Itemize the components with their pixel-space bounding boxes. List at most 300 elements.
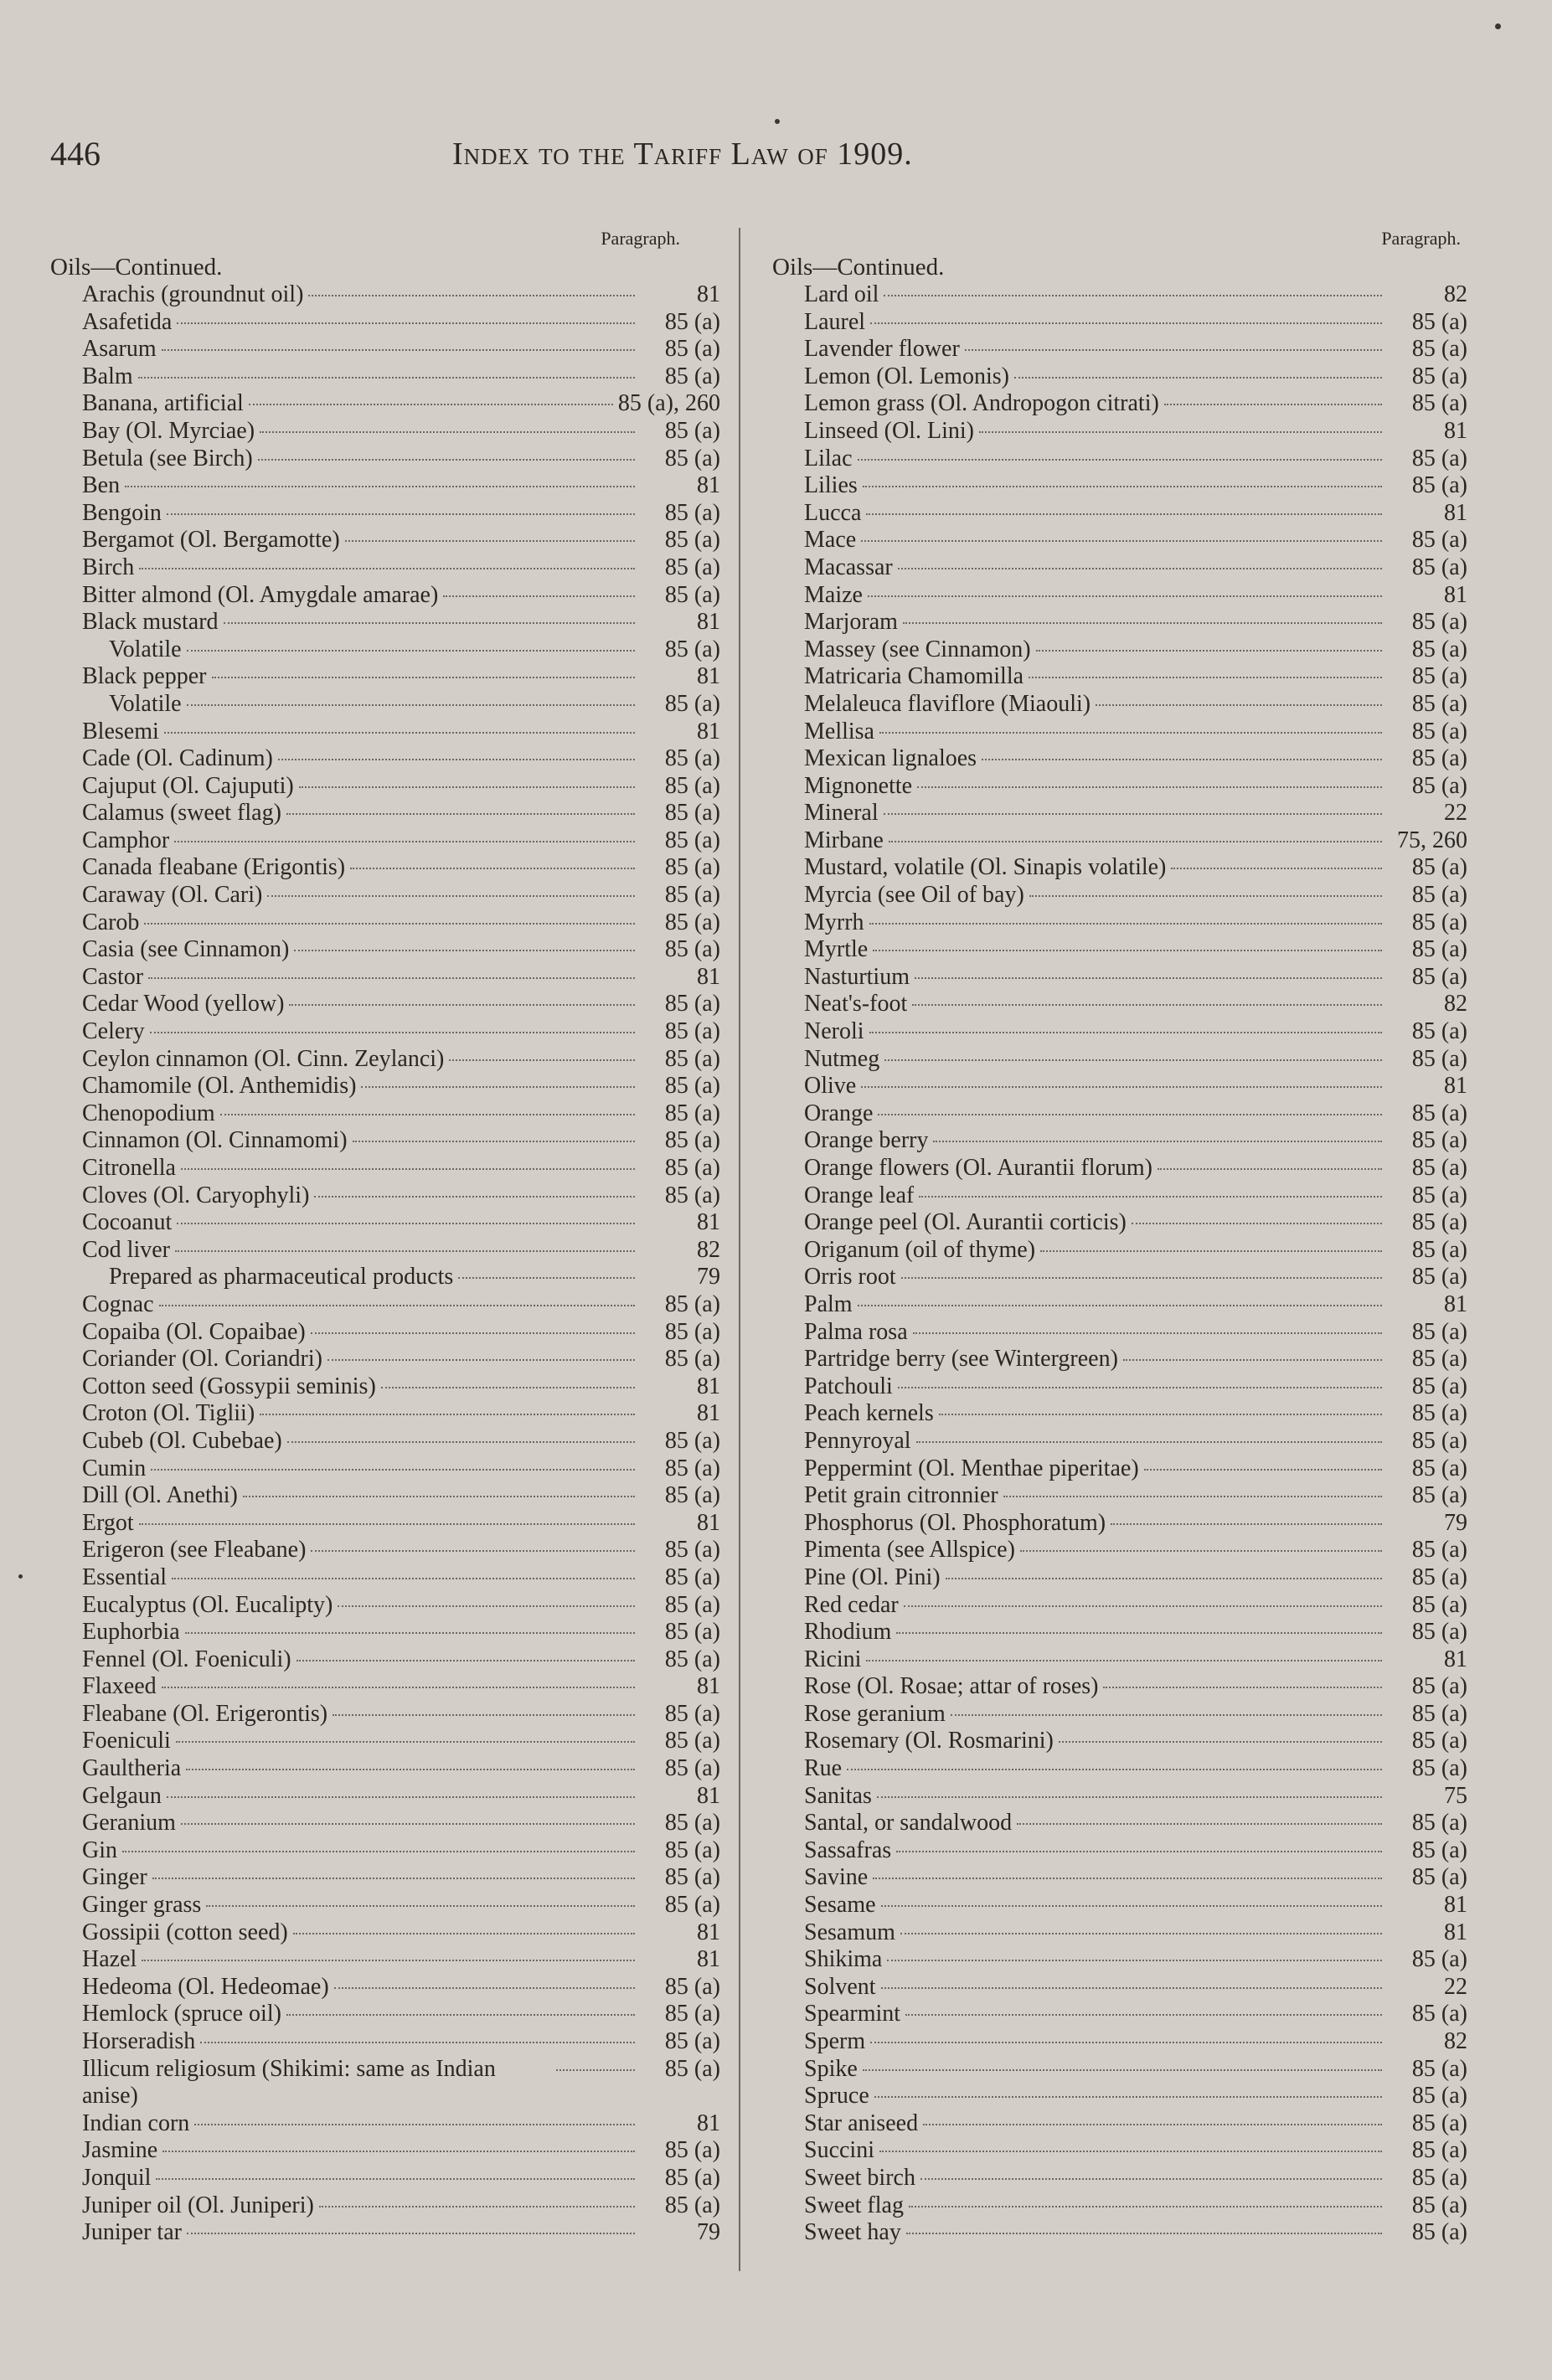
paragraph-reference: 85 (a) [664, 1537, 720, 1563]
dot-leader [1164, 404, 1382, 405]
paragraph-reference: 85 (a) [664, 690, 720, 717]
dot-leader [874, 2096, 1382, 2098]
index-entry [772, 691, 1467, 719]
dot-leader [556, 2069, 635, 2071]
paragraph-reference: 79 [697, 2219, 720, 2246]
dot-leader [350, 868, 635, 869]
paragraph-reference: 85 (a) [664, 1837, 720, 1863]
dot-leader [194, 2124, 635, 2125]
paragraph-reference: 85 (a) [664, 1290, 720, 1317]
dot-leader [162, 1687, 635, 1688]
paragraph-reference: 81 [697, 1673, 720, 1700]
entry-name: Orange peel (Ol. Aurantii corticis) [804, 1209, 1127, 1236]
paragraph-reference: 85 (a) [664, 636, 720, 662]
paragraph-reference: 81 [1444, 1073, 1467, 1100]
paragraph-reference: 85 (a) [1411, 963, 1467, 990]
dot-leader [308, 295, 635, 296]
dot-leader [345, 540, 635, 542]
entry-name: Myrcia (see Oil of bay) [804, 882, 1024, 909]
index-entry [772, 1291, 1467, 1319]
paragraph-reference: 85 (a) [1411, 1346, 1467, 1373]
entry-name: Croton (Ol. Tiglii) [82, 1400, 255, 1427]
dot-leader [156, 2178, 635, 2180]
entry-name: Lemon grass (Ol. Andropogon citrati) [804, 390, 1159, 417]
paragraph-reference: 85 (a) [1411, 2137, 1467, 2164]
entry-name: Rue [804, 1755, 843, 1782]
entry-name: Blesemi [82, 718, 159, 744]
index-entry [772, 1182, 1467, 1210]
paragraph-reference: 81 [697, 472, 720, 499]
dot-leader [172, 1578, 635, 1579]
entry-name: Mirbane [804, 827, 884, 853]
paragraph-reference: 85 (a) [664, 2028, 720, 2054]
dot-leader [249, 404, 613, 405]
dot-leader [176, 1741, 635, 1743]
entry-name: Spike [804, 2055, 858, 2082]
index-entry [50, 2192, 720, 2220]
dot-leader [877, 1796, 1382, 1798]
dot-leader [167, 1796, 635, 1798]
index-entry [50, 1755, 720, 1783]
entry-name: Asafetida [82, 308, 173, 335]
entry-name: Carob [82, 909, 140, 935]
paragraph-reference: 85 (a) [1411, 363, 1467, 389]
dot-leader [311, 1332, 635, 1334]
dot-leader [1029, 895, 1382, 897]
entry-name: Pimenta (see Allspice) [804, 1537, 1015, 1563]
index-entry [50, 1346, 720, 1373]
index-entry [772, 1701, 1467, 1728]
paragraph-reference: 81 [697, 1782, 720, 1809]
index-entry-list [50, 281, 720, 2247]
paragraph-reference: 85 (a) [1411, 936, 1467, 963]
index-entry [50, 582, 720, 610]
index-entry [772, 2137, 1467, 2165]
paragraph-reference: 85 (a) [664, 1018, 720, 1045]
dot-leader [915, 977, 1382, 979]
index-entry [772, 636, 1467, 664]
paragraph-reference: 85 (a) [664, 2137, 720, 2164]
paragraph-reference: 85 (a) [664, 1127, 720, 1154]
dot-leader [889, 841, 1382, 842]
running-title: Index to the Tariff Law of 1909. [452, 137, 913, 172]
paragraph-reference: 81 [697, 1919, 720, 1945]
dot-leader [923, 2124, 1382, 2125]
index-entry [772, 1564, 1467, 1592]
paragraph-reference: 85 (a) [1411, 554, 1467, 580]
dot-leader [138, 377, 635, 379]
dot-leader [175, 1250, 635, 1252]
paragraph-reference: 81 [697, 2110, 720, 2136]
dot-leader [866, 1660, 1382, 1661]
paragraph-reference: 85 (a) [664, 417, 720, 444]
entry-name: Bay (Ol. Myrciae) [82, 417, 255, 444]
index-entry [50, 1810, 720, 1837]
entry-name: Mellisa [804, 718, 874, 744]
dot-leader [1059, 1741, 1382, 1743]
index-entry [772, 1428, 1467, 1455]
entry-name: Star aniseed [804, 2110, 919, 2136]
paragraph-reference: 85 (a) [1411, 609, 1467, 636]
index-entry [772, 1619, 1467, 1646]
entry-name: Mineral [804, 800, 879, 827]
dot-leader [951, 1714, 1382, 1716]
paragraph-reference: 81 [697, 718, 720, 744]
entry-name: Myrtle [804, 936, 869, 963]
paragraph-reference: 85 (a) [1411, 854, 1467, 881]
index-entry [772, 500, 1467, 528]
entry-name: Santal, or sandalwood [804, 1810, 1013, 1837]
index-entry [772, 1974, 1467, 2001]
dot-leader [144, 923, 635, 925]
paragraph-reference: 85 (a) [664, 1346, 720, 1373]
entry-name: Sweet birch [804, 2164, 915, 2191]
entry-name: Spearmint [804, 2001, 901, 2027]
entry-name: Orange flowers (Ol. Aurantii florum) [804, 1155, 1152, 1181]
entry-name: Patchouli [804, 1373, 893, 1399]
left-index-column [50, 228, 720, 2247]
paragraph-reference: 85 (a) [1411, 1591, 1467, 1618]
ink-speck [775, 119, 780, 124]
dot-leader [1036, 650, 1382, 652]
paragraph-reference: 85 (a) [664, 772, 720, 799]
dot-leader [1144, 1469, 1382, 1471]
paragraph-reference: 85 (a) [1411, 2083, 1467, 2110]
dot-leader [151, 1469, 635, 1471]
entry-name: Lilies [804, 472, 858, 499]
index-entry [50, 1919, 720, 1947]
paragraph-reference: 81 [1444, 417, 1467, 444]
dot-leader [847, 1769, 1382, 1770]
index-entry [50, 1564, 720, 1592]
index-entry [50, 1592, 720, 1620]
paragraph-reference: 85 (a) [1411, 882, 1467, 909]
index-entry [50, 446, 720, 473]
paragraph-reference: 22 [1444, 800, 1467, 827]
index-entry [772, 1373, 1467, 1401]
entry-name: Essential [82, 1563, 168, 1590]
dot-leader [916, 1441, 1382, 1443]
entry-name: Hemlock (spruce oil) [82, 2001, 281, 2027]
entry-name: Euphorbia [82, 1619, 180, 1646]
entry-name: Prepared as pharmaceutical products [109, 1264, 454, 1290]
dot-leader [443, 595, 635, 597]
entry-name: Lemon (Ol. Lemonis) [804, 363, 1009, 389]
entry-name: Melaleuca flaviflore (Miaouli) [804, 690, 1091, 717]
entry-name: Palm [804, 1290, 853, 1317]
index-entry [50, 1291, 720, 1319]
index-entry [50, 1537, 720, 1564]
paragraph-reference: 81 [697, 1509, 720, 1536]
entry-name: Mustard, volatile (Ol. Sinapis volatile) [804, 854, 1167, 881]
paragraph-reference: 85 (a) [664, 1563, 720, 1590]
entry-name: Cotton seed (Gossypii seminis) [82, 1373, 376, 1399]
paragraph-reference: 81 [1444, 1919, 1467, 1945]
paragraph-reference: 85 (a) [664, 1100, 720, 1126]
entry-name: Copaiba (Ol. Copaibae) [82, 1318, 306, 1345]
index-entry [772, 1237, 1467, 1265]
paragraph-reference: 85 (a) [1411, 390, 1467, 417]
paragraph-reference: 85 (a) [1411, 1728, 1467, 1754]
index-entry [50, 1619, 720, 1646]
entry-name: Juniper oil (Ol. Juniperi) [82, 2192, 314, 2218]
paragraph-reference: 81 [1444, 1892, 1467, 1919]
dot-leader [148, 977, 635, 979]
entry-name: Ergot [82, 1509, 134, 1536]
dot-leader [861, 540, 1382, 542]
index-entry [50, 554, 720, 582]
dot-leader [1003, 1496, 1382, 1497]
dot-leader [319, 2206, 635, 2207]
dot-leader [873, 1878, 1382, 1879]
dot-leader [1171, 868, 1382, 869]
paragraph-reference: 85 (a) [1411, 1264, 1467, 1290]
entry-name: Orange [804, 1100, 874, 1126]
dot-leader [933, 1141, 1382, 1142]
index-entry [50, 1946, 720, 1974]
dot-leader [181, 1823, 635, 1825]
index-entry [772, 554, 1467, 582]
paragraph-reference: 85 (a) [664, 308, 720, 335]
entry-name: Partridge berry (see Wintergreen) [804, 1346, 1118, 1373]
index-entry [772, 663, 1467, 691]
dot-leader [150, 1032, 635, 1033]
index-entry [50, 1482, 720, 1510]
dot-leader [333, 1714, 635, 1716]
index-entry [50, 2056, 720, 2110]
paragraph-reference: 85 (a) [1411, 745, 1467, 772]
dot-leader [1096, 704, 1382, 706]
paragraph-reference: 85 (a) [1411, 1209, 1467, 1236]
paragraph-reference: 85 (a) [1411, 909, 1467, 935]
index-entry [50, 800, 720, 827]
index-entry [50, 390, 720, 418]
dot-leader [1014, 377, 1382, 379]
paragraph-reference: 85 (a) [664, 1864, 720, 1891]
entry-name: Petit grain citronnier [804, 1482, 998, 1509]
paragraph-reference: 85 (a) [1411, 1400, 1467, 1427]
dot-leader [206, 1905, 635, 1907]
index-entry [50, 1837, 720, 1865]
dot-leader [361, 1086, 635, 1088]
entry-name: Gin [82, 1837, 117, 1863]
paragraph-reference: 85 (a) [664, 554, 720, 580]
dot-leader [139, 1523, 635, 1525]
entry-name: Succini [804, 2137, 874, 2164]
index-entry [50, 909, 720, 937]
paragraph-reference: 85 (a) [1411, 2164, 1467, 2191]
index-entry [50, 1783, 720, 1811]
paragraph-reference: 85 (a) [664, 800, 720, 827]
paragraph-reference: 85 (a) [1411, 1455, 1467, 1481]
index-entry [772, 909, 1467, 937]
entry-name: Cubeb (Ol. Cubebae) [82, 1427, 282, 1454]
index-entry [50, 1728, 720, 1755]
paragraph-reference: 85 (a) [664, 882, 720, 909]
entry-name: Rose (Ol. Rosae; attar of roses) [804, 1673, 1099, 1700]
entry-name: Bitter almond (Ol. Amygdale amarae) [82, 581, 439, 608]
dot-leader [142, 1960, 635, 1961]
dot-leader [863, 486, 1382, 487]
dot-leader [289, 1004, 635, 1006]
paragraph-reference: 82 [1444, 2028, 1467, 2054]
dot-leader [870, 2042, 1382, 2043]
paragraph-reference: 85 (a) [1411, 772, 1467, 799]
entry-name: Red cedar [804, 1591, 899, 1618]
index-entry [772, 936, 1467, 964]
dot-leader [327, 1359, 635, 1361]
dot-leader [903, 622, 1382, 624]
entry-name: Balm [82, 363, 133, 389]
paragraph-reference: 85 (a) [1411, 1563, 1467, 1590]
paragraph-reference: 85 (a) [1411, 1127, 1467, 1154]
entry-name: Geranium [82, 1810, 176, 1837]
paragraph-reference: 81 [697, 1373, 720, 1399]
paragraph-reference: 85 (a) [1411, 2055, 1467, 2082]
paragraph-reference: 85 (a) [664, 1482, 720, 1509]
paragraph-reference: 81 [1444, 581, 1467, 608]
paragraph-reference: 85 (a) [1411, 2219, 1467, 2246]
dot-leader [919, 1196, 1382, 1198]
dot-leader [164, 732, 635, 734]
dot-leader [267, 895, 635, 897]
paragraph-column-label: Paragraph. [1381, 228, 1461, 249]
dot-leader [898, 568, 1382, 569]
index-entry [772, 1946, 1467, 1974]
dot-leader [1017, 1823, 1382, 1825]
dot-leader [278, 759, 635, 760]
paragraph-reference: 85 (a) [664, 827, 720, 853]
index-entry [772, 1510, 1467, 1538]
index-entry [50, 1182, 720, 1210]
paragraph-reference: 85 (a) [1411, 636, 1467, 662]
index-entry [772, 1346, 1467, 1373]
index-entry [772, 1046, 1467, 1074]
index-entry [50, 418, 720, 446]
entry-name: Peach kernels [804, 1400, 934, 1427]
entry-name: Gaultheria [82, 1755, 182, 1782]
index-entry [772, 1783, 1467, 1811]
index-entry [50, 636, 720, 664]
index-entry [772, 390, 1467, 418]
entry-name: Foeniculi [82, 1728, 171, 1754]
index-entry [50, 2137, 720, 2165]
index-entry [772, 2056, 1467, 2084]
entry-name: Lard oil [804, 281, 879, 307]
index-entry [772, 1155, 1467, 1182]
dot-leader [258, 459, 635, 461]
index-entry [50, 691, 720, 719]
entry-name: Coriander (Ol. Coriandri) [82, 1346, 322, 1373]
entry-name: Neat's-foot [804, 991, 908, 1017]
paragraph-reference: 85 (a) [1411, 690, 1467, 717]
index-entry [50, 1373, 720, 1401]
dot-leader [884, 295, 1382, 296]
paragraph-reference: 85 (a) [1411, 1318, 1467, 1345]
paragraph-reference: 85 (a) [1411, 1018, 1467, 1045]
paragraph-reference: 85 (a) [664, 527, 720, 554]
dot-leader [879, 732, 1382, 734]
paragraph-reference: 85 (a) [664, 745, 720, 772]
dot-leader [243, 1496, 635, 1497]
entry-name: Sassafras [804, 1837, 892, 1863]
paragraph-reference: 85 (a) [1411, 1482, 1467, 1509]
entry-name: Cognac [82, 1290, 154, 1317]
paragraph-reference: 85 (a) [1411, 1864, 1467, 1891]
paragraph-reference: 85 (a) [664, 1973, 720, 2000]
entry-name: Jonquil [82, 2164, 152, 2191]
entry-name: Cedar Wood (yellow) [82, 991, 285, 1017]
index-entry [772, 1673, 1467, 1701]
index-entry [772, 2028, 1467, 2056]
entry-name: Birch [82, 554, 135, 580]
index-entry [772, 1018, 1467, 1046]
paragraph-reference: 81 [1444, 499, 1467, 526]
paragraph-reference: 22 [1444, 1973, 1467, 2000]
paragraph-reference: 85 (a) [664, 499, 720, 526]
paragraph-reference: 85 (a) [664, 1045, 720, 1072]
index-entry [50, 2110, 720, 2138]
entry-name: Sweet hay [804, 2219, 901, 2246]
index-entry [772, 446, 1467, 473]
paragraph-reference: 81 [1444, 1646, 1467, 1672]
dot-leader [965, 349, 1382, 351]
paragraph-reference: 85 (a) [664, 991, 720, 1017]
dot-leader [293, 1933, 635, 1934]
index-entry [772, 582, 1467, 610]
index-entry [50, 1892, 720, 1919]
entry-name: Cajuput (Ol. Cajuputi) [82, 772, 294, 799]
entry-name: Caraway (Ol. Cari) [82, 882, 263, 909]
dot-leader [900, 1933, 1382, 1934]
index-entry [772, 719, 1467, 746]
entry-name: Celery [82, 1018, 145, 1045]
paragraph-reference: 75, 260 [1397, 827, 1467, 853]
index-entry [50, 1127, 720, 1155]
dot-leader [185, 1632, 635, 1634]
paragraph-reference: 85 (a) [1411, 445, 1467, 471]
index-entry [772, 2219, 1467, 2247]
index-entry [772, 1455, 1467, 1483]
entry-name: Ginger [82, 1864, 147, 1891]
entry-name: Bengoin [82, 499, 162, 526]
paragraph-reference: 85 (a) [1411, 1182, 1467, 1208]
entry-name: Citronella [82, 1155, 176, 1181]
paragraph-reference: 85 (a) [664, 1182, 720, 1208]
entry-name: Castor [82, 963, 144, 990]
entry-name: Fleabane (Ol. Erigerontis) [82, 1700, 328, 1727]
entry-name: Lavender flower [804, 336, 960, 363]
dot-leader [186, 1769, 635, 1770]
paragraph-reference: 85 (a) [1411, 527, 1467, 554]
entry-name: Solvent [804, 1973, 876, 2000]
paragraph-reference: 85 (a) [664, 1427, 720, 1454]
entry-name: Horseradish [82, 2028, 196, 2054]
paragraph-reference: 85 (a) [1411, 718, 1467, 744]
paragraph-reference: 85 (a) [664, 1155, 720, 1181]
index-entry [50, 1046, 720, 1074]
entry-name: Origanum (oil of thyme) [804, 1236, 1036, 1263]
entry-name: Volatile [109, 636, 182, 662]
index-entry [50, 1974, 720, 2001]
paragraph-reference: 85 (a) [664, 2001, 720, 2027]
index-entry [50, 1018, 720, 1046]
dot-leader [1132, 1223, 1382, 1224]
entry-name: Banana, artificial [82, 390, 244, 417]
dot-leader [187, 2233, 635, 2234]
entry-name: Ben [82, 472, 121, 499]
entry-name: Orris root [804, 1264, 896, 1290]
